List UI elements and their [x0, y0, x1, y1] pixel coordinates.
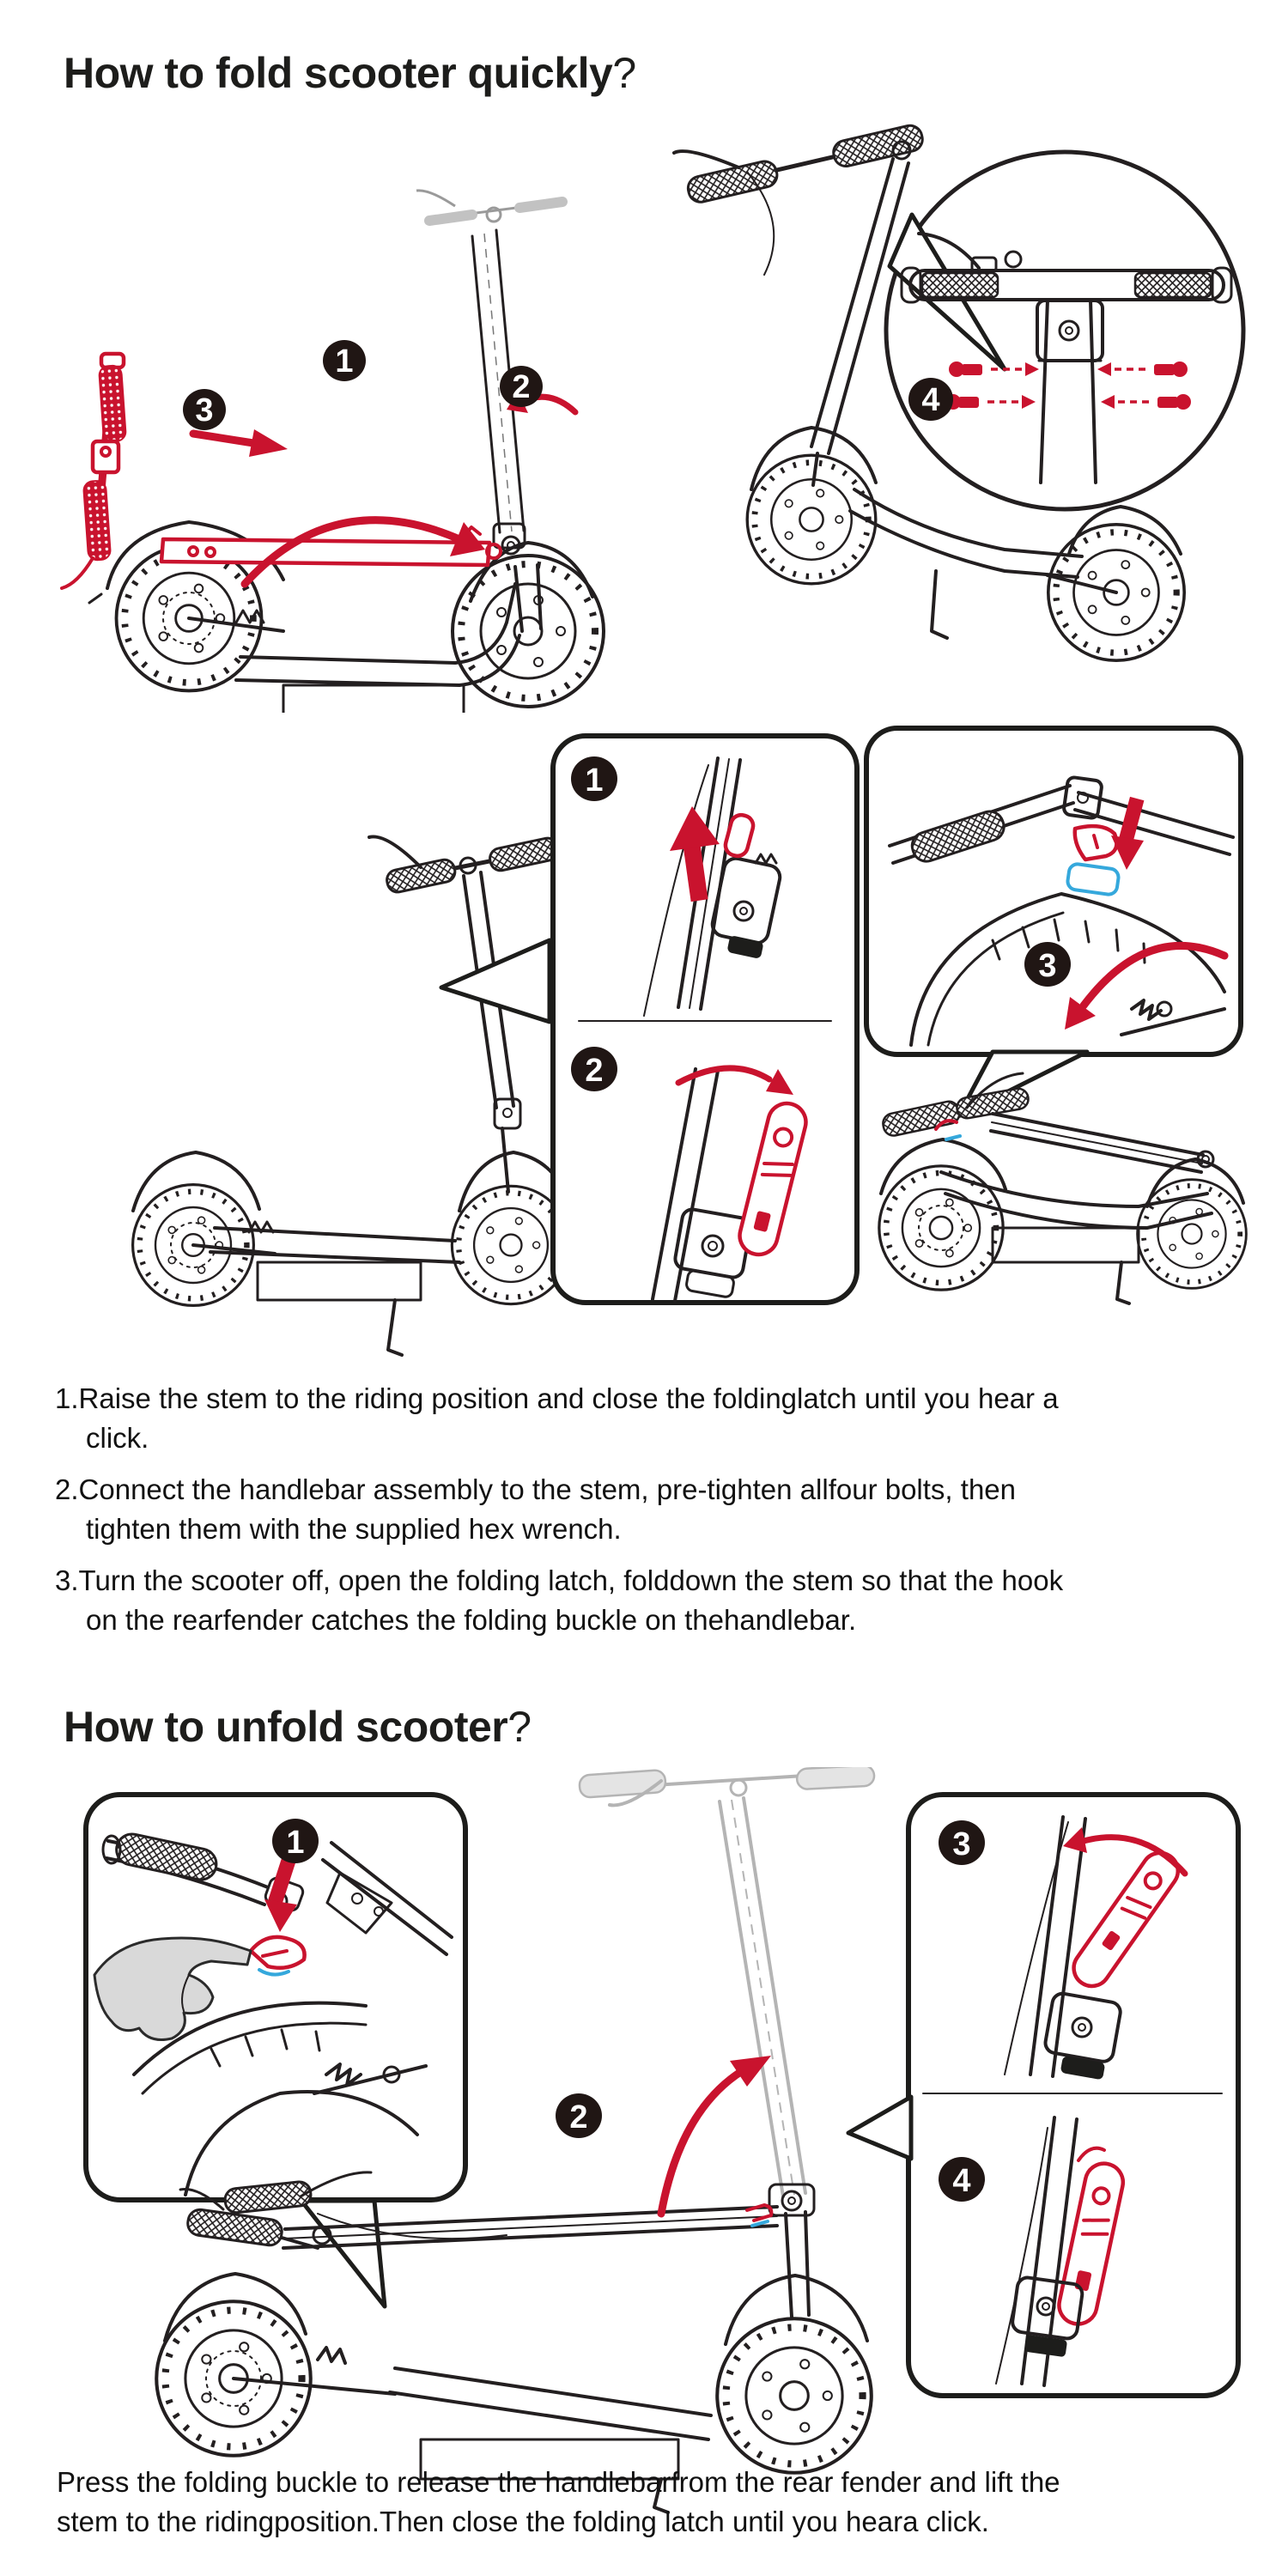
- instruction-step-1: [55, 1379, 1250, 1458]
- svg-text:3: 3: [952, 1826, 971, 1862]
- fold-latch-inset: [550, 732, 860, 1306]
- instruction-step-3: [55, 1561, 1250, 1640]
- footer-line-1: Press the folding buckle to release the handlebarfrom the rear fender and lift the: [57, 2466, 1060, 2498]
- inset-badge-2: [571, 1047, 617, 1091]
- folded-handlebar-red: [62, 354, 126, 588]
- svg-text:2: 2: [585, 1053, 604, 1089]
- inset-badge-1: [571, 756, 617, 801]
- step-text: tighten them with the supplied hex wrench.: [86, 1513, 622, 1545]
- footer-line-2: stem to the ridingposition.Then close the folding latch until you heara click.: [57, 2506, 989, 2537]
- step-number: 2.: [55, 1473, 79, 1505]
- svg-text:1: 1: [585, 762, 604, 799]
- step-number: 1.: [55, 1382, 79, 1414]
- unfold-title-question-mark: ?: [507, 1703, 532, 1751]
- instruction-step-2: [55, 1470, 1250, 1549]
- step-badge-1: [323, 340, 366, 381]
- step-badge-3: [183, 389, 226, 430]
- stem-hook-red: [1075, 826, 1117, 860]
- step-text: click.: [86, 1422, 149, 1454]
- unfold-scooter-figure: [146, 1767, 927, 2523]
- handlebar-assembly-detail: [902, 234, 1231, 483]
- unfold-latch-inset: [824, 1791, 1254, 2444]
- unfold-instructions: [57, 2463, 1259, 2542]
- stem-direction-arrow: [193, 434, 253, 443]
- fold-title-question-mark: ?: [612, 49, 636, 97]
- step-text: on the rearfender catches the folding buckle on thehandlebar.: [86, 1604, 857, 1636]
- step-text: Connect the handlebar assembly to the stem, pre-tighten allfour bolts, then: [78, 1473, 1016, 1505]
- fold-overview-right-figure: [635, 86, 1271, 721]
- svg-text:4: 4: [952, 2163, 971, 2199]
- fold-overview-left-figure: [26, 155, 610, 713]
- svg-text:4: 4: [921, 382, 940, 418]
- ghost-handlebar: [416, 191, 562, 222]
- fold-title: [64, 48, 636, 98]
- svg-text:3: 3: [195, 392, 214, 428]
- lift-stem-arrow: [661, 2071, 742, 2214]
- unfold-title: [64, 1702, 532, 1752]
- fold-detail-scooter-figure: [77, 799, 575, 1365]
- fold-title-text: How to fold scooter quickly: [64, 49, 613, 97]
- svg-text:3: 3: [1038, 948, 1057, 984]
- svg-text:2: 2: [512, 369, 531, 405]
- unfold-badge-2: [556, 2093, 602, 2138]
- fold-hook-inset-figure: [864, 726, 1259, 1395]
- svg-text:1: 1: [286, 1825, 305, 1861]
- fold-instructions: [55, 1379, 1250, 1652]
- callout-wedge: [441, 940, 550, 1022]
- unfold-title-text: How to unfold scooter: [64, 1703, 508, 1751]
- callout-wedge: [848, 2097, 911, 2159]
- step-text: Raise the stem to the riding position and close the foldinglatch until you hear a: [78, 1382, 1059, 1414]
- svg-text:2: 2: [569, 2099, 588, 2136]
- bolt-arrows: [945, 361, 1191, 410]
- step-badge-2: [500, 366, 543, 407]
- unfold-badge-3: [939, 1820, 985, 1865]
- step-badge-3: [1024, 942, 1071, 987]
- step-text: Turn the scooter off, open the folding latch, folddown the stem so that the hook: [78, 1564, 1064, 1596]
- unfold-badge-4: [939, 2157, 985, 2202]
- svg-text:1: 1: [335, 343, 354, 380]
- step-number: 3.: [55, 1564, 79, 1596]
- step-badge-4: [908, 378, 953, 421]
